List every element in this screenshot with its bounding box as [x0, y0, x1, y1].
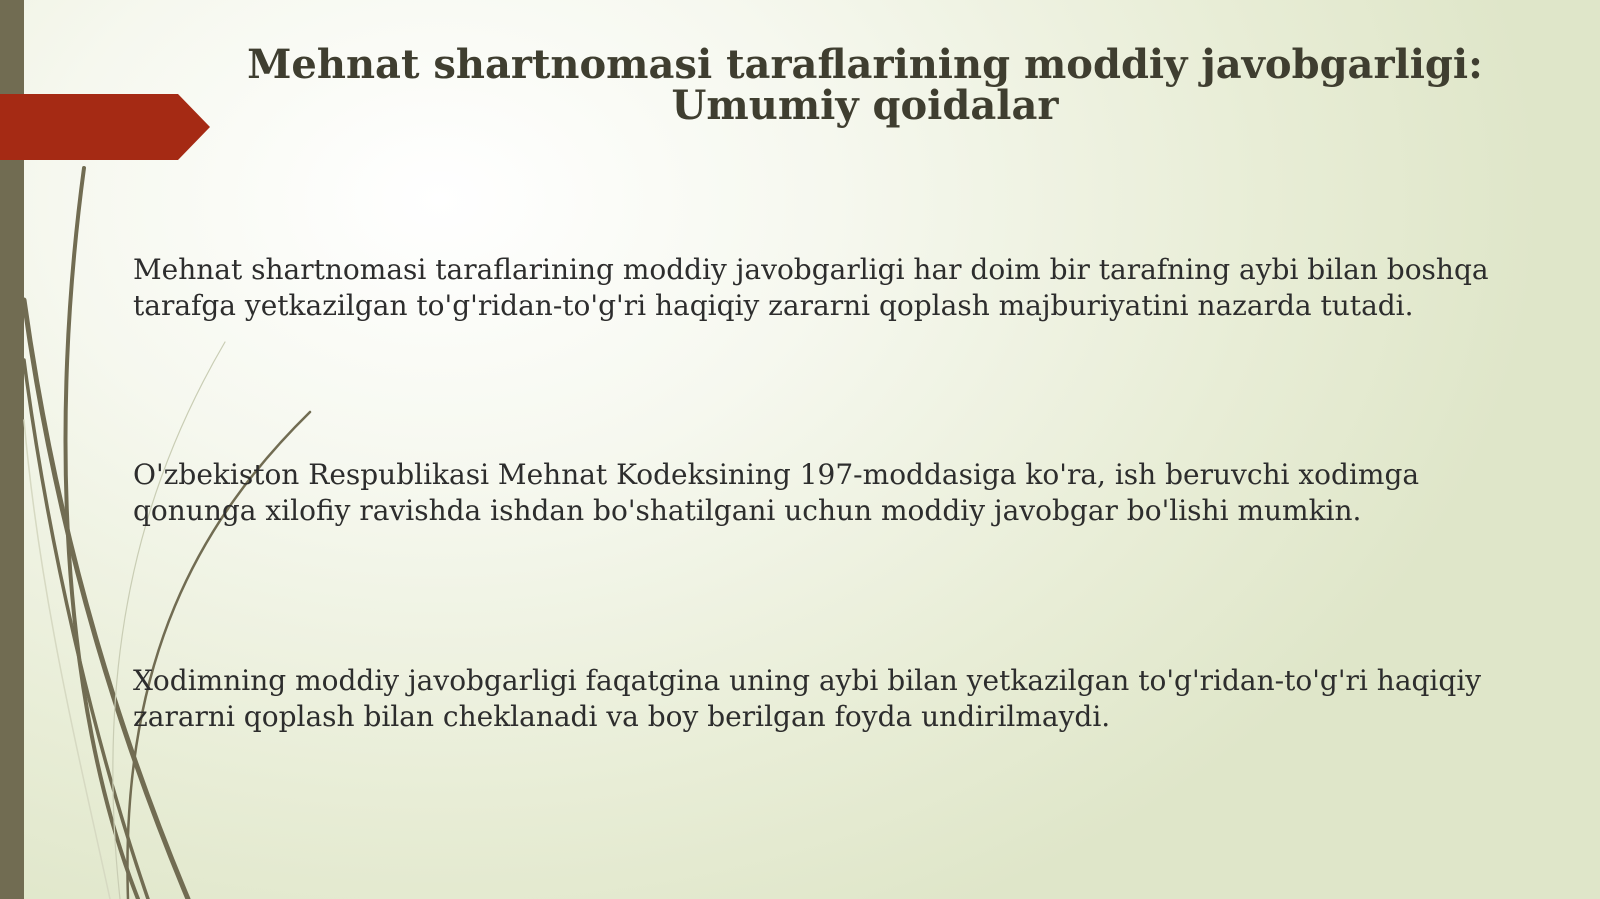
slide-title: Mehnat shartnomasi taraflarining moddiy javobgarligi: Umumiy qoidalar — [247, 41, 1483, 129]
body-paragraph-1: Mehnat shartnomasi taraflarining moddiy javobgarligi har doim bir tarafning aybi bilan boshqa tarafga yetkazilgan to'g'ridan-to'g'ri haqiqiy zararni qoplash majburiyatini nazarda tutadi. — [133, 253, 1489, 322]
body-paragraph-3: Xodimning moddiy javobgarligi faqatgina uning aybi bilan yetkazilgan to'g'ridan-to'g'ri haqiqiy zararni qoplash bilan cheklanadi va boy berilgan foyda undirilmaydi. — [133, 664, 1482, 733]
body-paragraph-2: O'zbekiston Respublikasi Mehnat Kodeksining 197-moddasiga ko'ra, ish beruvchi xodimga qonunga xilofiy ravishda ishdan bo'shatilgani uchun moddiy javobgar bo'lishi mumkin. — [133, 458, 1420, 527]
